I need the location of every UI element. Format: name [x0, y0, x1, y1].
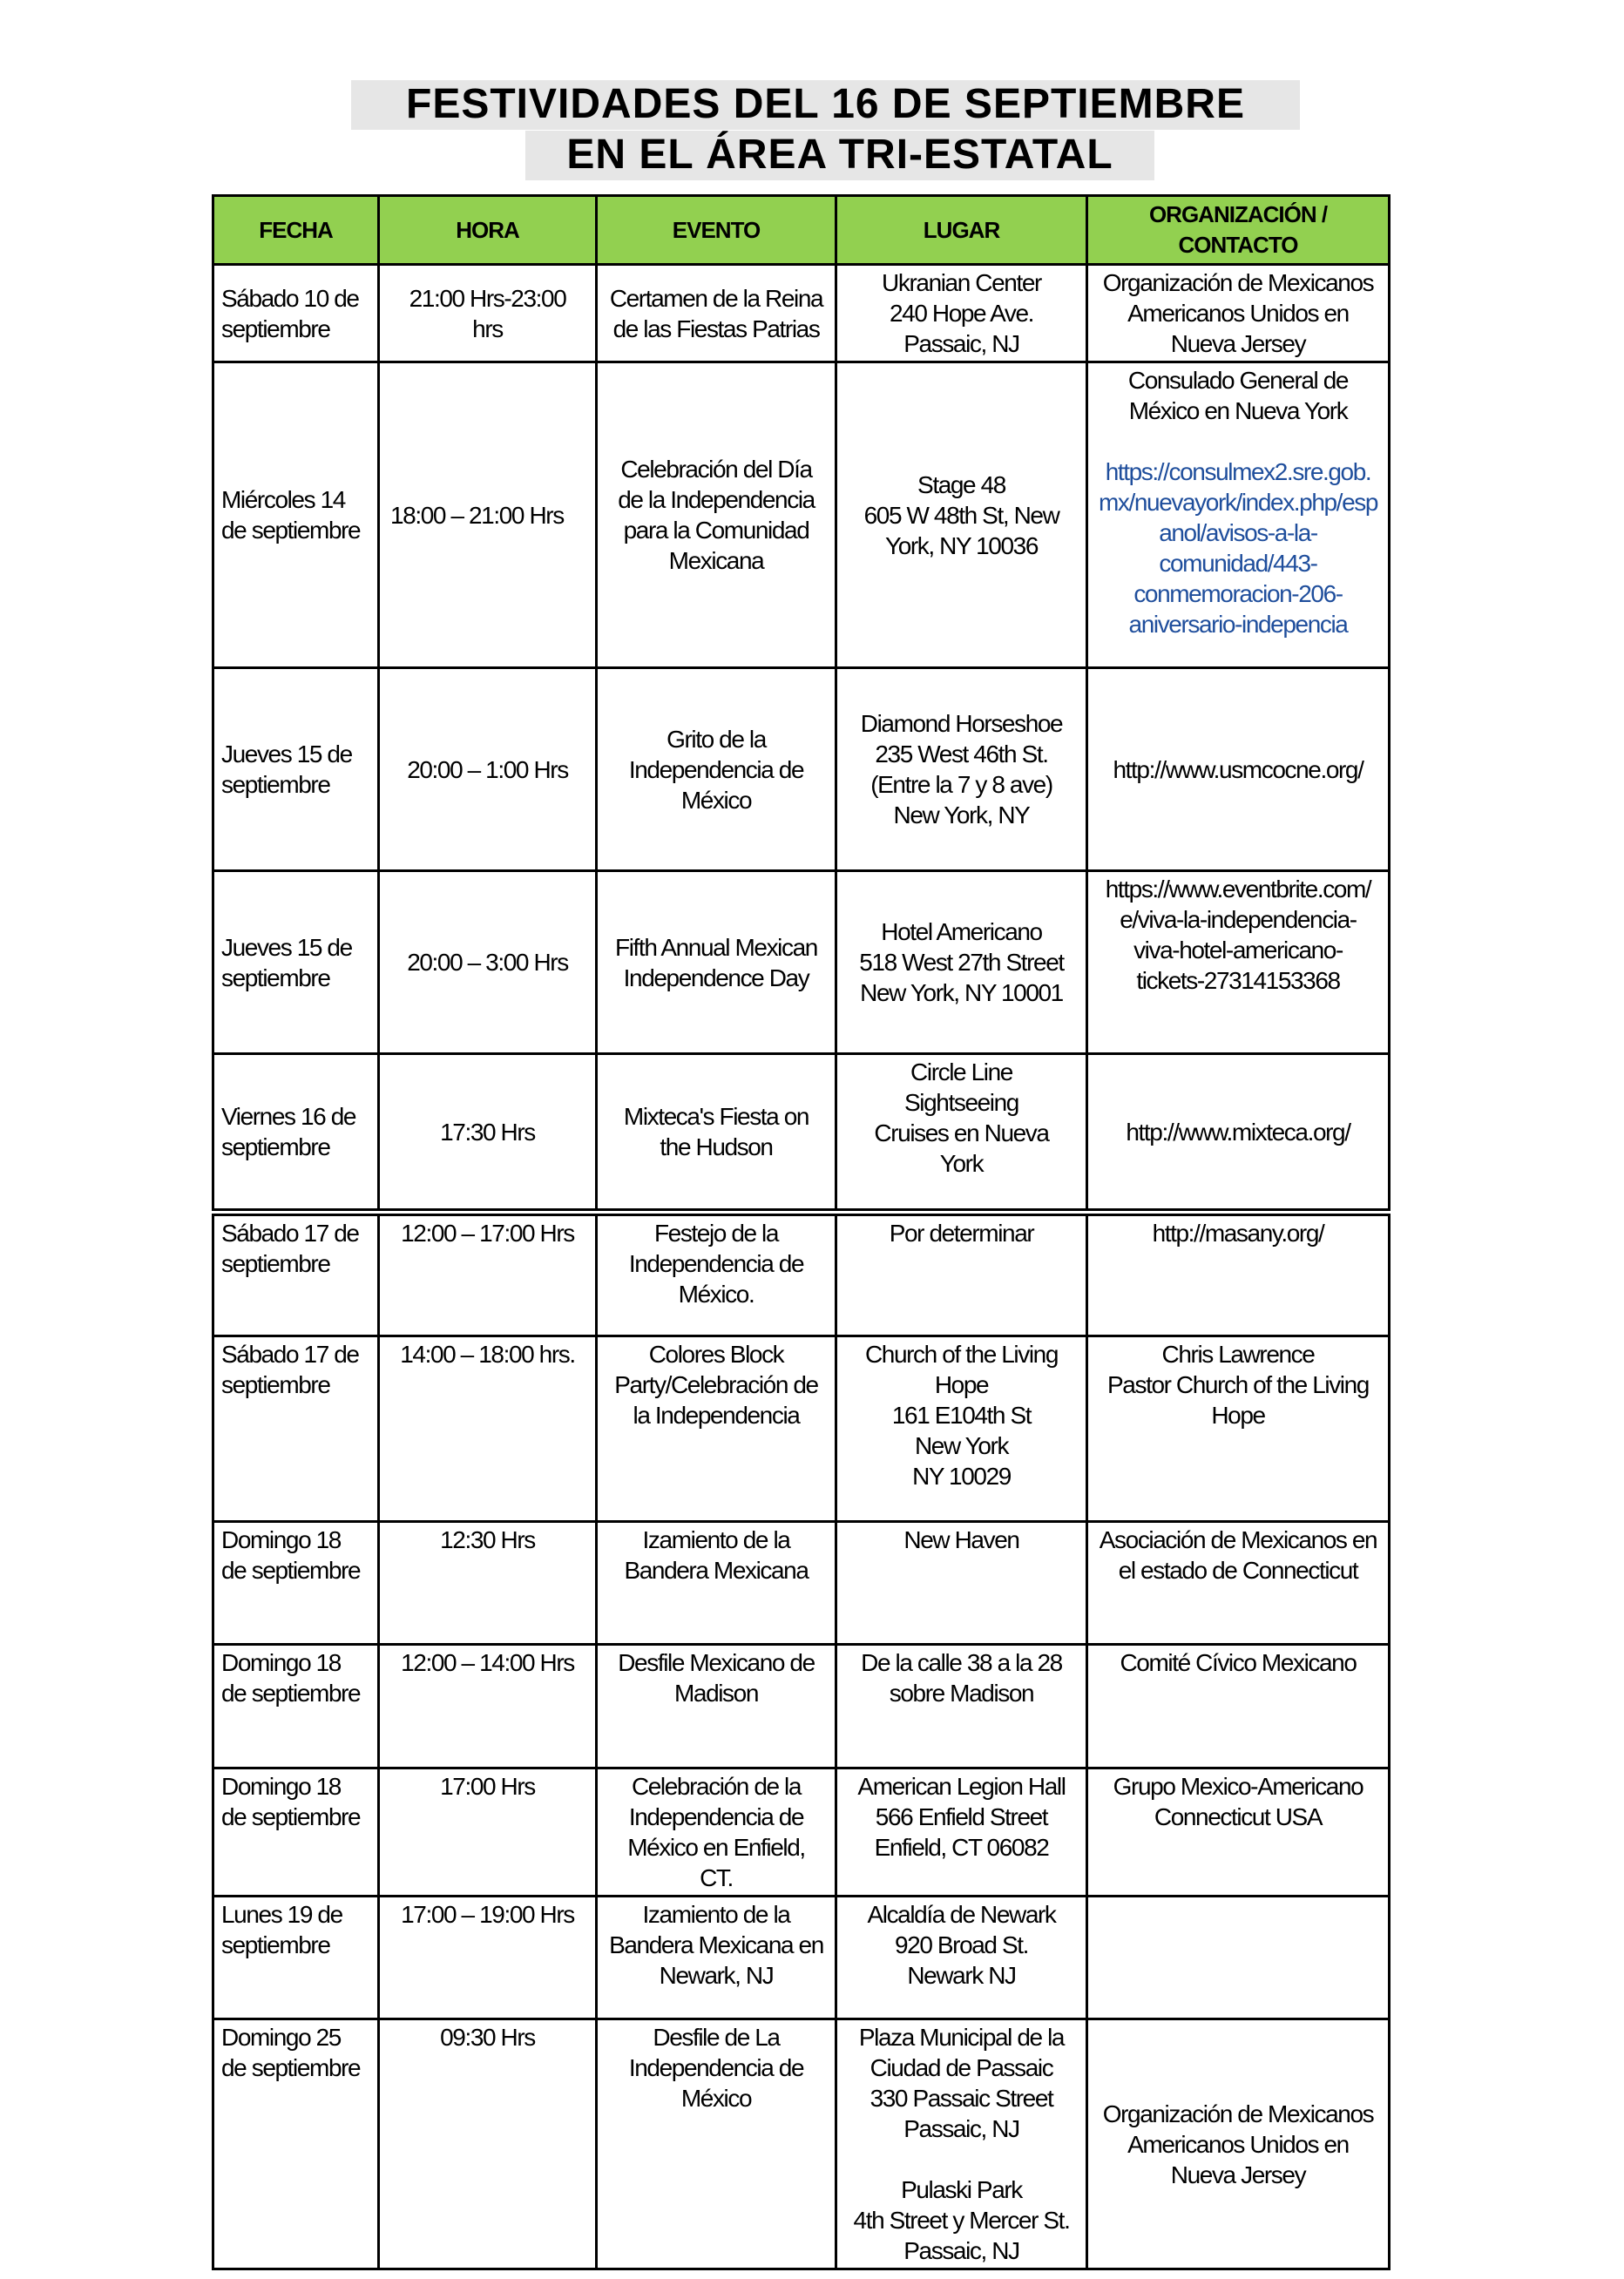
cell-contacto	[1088, 1523, 1388, 1643]
cell-text-line: septiembre	[221, 771, 330, 798]
cell-lugar	[837, 1216, 1088, 1335]
cell-text-line: 566 Enfield Street	[875, 1803, 1048, 1830]
cell-text-line: Domingo 18	[221, 1773, 341, 1800]
link-text-line[interactable]: conmemoracion-206-	[1133, 580, 1343, 607]
cell-text-line: Stage 48	[917, 470, 1005, 498]
cell-text-line: para la Comunidad	[623, 517, 809, 544]
cell-hora	[380, 1523, 598, 1643]
cell-lugar	[837, 1337, 1088, 1520]
cell-text-line: 09:30 Hrs	[440, 2024, 535, 2051]
cell-text-line: New Haven	[903, 1526, 1019, 1553]
cell-contacto	[1088, 266, 1388, 361]
cell-text-line: York	[939, 1150, 984, 1177]
cell-text-line: de la Independencia	[618, 486, 815, 513]
table-row	[212, 1646, 1391, 1769]
cell-lugar	[837, 1769, 1088, 1895]
cell-evento	[598, 1897, 837, 2018]
cell-text-line: Independencia de	[628, 1250, 804, 1277]
cell-text-line: Nueva Jersey	[1170, 2161, 1306, 2188]
cell-lugar	[837, 872, 1088, 1052]
table-row	[212, 2020, 1391, 2270]
cell-text-line: ORGANIZACIÓN /	[1148, 201, 1328, 227]
cell-text-line: de septiembre	[221, 2054, 361, 2081]
cell-text-line: Colores Block	[648, 1341, 784, 1368]
link-text-line[interactable]: aniversario-indepencia	[1128, 611, 1348, 638]
cell-text-line: Domingo 18	[221, 1649, 341, 1676]
cell-text-line: LUGAR	[923, 216, 1000, 243]
cell-text-line: Cruises en Nueva	[874, 1119, 1049, 1146]
table-row	[212, 872, 1391, 1055]
cell-text-line: 17:30 Hrs	[440, 1118, 535, 1146]
column-header-lugar	[837, 197, 1088, 263]
cell-text-line: http://www.mixteca.org/	[1126, 1118, 1350, 1146]
cell-text-line: http://www.usmcocne.org/	[1113, 755, 1363, 783]
cell-fecha	[214, 1897, 380, 2018]
cell-text-line: Grupo Mexico-Americano	[1113, 1773, 1363, 1800]
cell-fecha	[214, 1769, 380, 1895]
cell-text-line: Izamiento de la	[642, 1901, 790, 1928]
cell-text-line: septiembre	[221, 1133, 330, 1160]
cell-text-line: Viernes 16 de	[221, 1103, 356, 1130]
cell-text-line: Hope	[934, 1371, 989, 1398]
cell-text-line: http://masany.org/	[1152, 1220, 1324, 1247]
cell-text-line: Americanos Unidos en	[1127, 2130, 1349, 2158]
cell-text-line: Certamen de la Reina	[609, 284, 823, 312]
cell-hora	[380, 1055, 598, 1208]
cell-text-line: de septiembre	[221, 1680, 361, 1707]
cell-text-line: CONTACTO	[1178, 232, 1298, 258]
cell-text-line: Pulaski Park	[901, 2176, 1022, 2203]
cell-text-line: De la calle 38 a la 28	[861, 1649, 1062, 1676]
cell-evento	[598, 266, 837, 361]
cell-text-line: de septiembre	[221, 1803, 361, 1830]
cell-hora	[380, 363, 598, 666]
cell-text-line: the Hudson	[660, 1133, 773, 1160]
cell-text-line: New York	[914, 1432, 1009, 1459]
table-row	[212, 1055, 1391, 1211]
cell-fecha	[214, 669, 380, 869]
page-title-line-2: EN EL ÁREA TRI-ESTATAL	[525, 131, 1154, 180]
link-text-line[interactable]: comunidad/443-	[1159, 550, 1317, 577]
cell-text-line: Desfile de La	[653, 2024, 780, 2051]
cell-text-line: NY 10029	[912, 1463, 1011, 1490]
cell-contacto	[1088, 1055, 1388, 1208]
cell-text-line: 161 E104th St	[891, 1402, 1032, 1429]
cell-text-line: Sábado 17 de	[221, 1341, 359, 1368]
cell-text-line: Por determinar	[889, 1220, 1034, 1247]
cell-lugar	[837, 1055, 1088, 1208]
cell-text-line: e/viva-la-independencia-	[1120, 906, 1357, 933]
cell-text-line: Pastor Church of the Living	[1107, 1371, 1369, 1398]
cell-evento	[598, 1646, 837, 1767]
cell-text-line: 14:00 – 18:00 hrs.	[400, 1341, 575, 1368]
cell-text-line: 518 West 27th Street	[859, 949, 1064, 976]
cell-text-line: septiembre	[221, 314, 330, 342]
cell-text-line: Independencia de	[628, 1803, 804, 1830]
cell-evento	[598, 872, 837, 1052]
cell-fecha	[214, 1337, 380, 1520]
cell-text-line: Grito de la	[667, 725, 766, 753]
cell-text-line: Enfield, CT 06082	[874, 1834, 1049, 1861]
cell-text-line: Independencia de	[628, 755, 804, 783]
cell-contacto	[1088, 2020, 1388, 2268]
cell-text-line: Americanos Unidos en	[1127, 300, 1349, 327]
cell-text-line: Chris Lawrence	[1161, 1341, 1315, 1368]
cell-text-line: Church of the Living	[864, 1341, 1059, 1368]
column-header-contacto	[1088, 197, 1388, 263]
cell-text-line: hrs	[472, 314, 503, 342]
cell-text-line: de septiembre	[221, 1557, 361, 1584]
cell-lugar	[837, 1523, 1088, 1643]
cell-text-line: Consulado General de	[1127, 367, 1349, 394]
cell-text-line: 330 Passaic Street	[870, 2085, 1053, 2112]
cell-text-line: Newark, NJ	[659, 1962, 774, 1989]
cell-evento	[598, 669, 837, 869]
cell-contacto	[1088, 1646, 1388, 1767]
cell-text-line: Domingo 25	[221, 2024, 341, 2051]
cell-text-line: Connecticut USA	[1154, 1803, 1323, 1830]
cell-text-line: septiembre	[221, 1250, 330, 1277]
cell-lugar	[837, 1646, 1088, 1767]
link-text-line[interactable]: mx/nuevayork/index.php/esp	[1098, 489, 1378, 516]
cell-text-line: 605 W 48th St, New	[863, 501, 1059, 529]
cell-hora	[380, 1337, 598, 1520]
cell-text-line: septiembre	[221, 964, 330, 991]
cell-lugar	[837, 669, 1088, 869]
page-title-line-1: FESTIVIDADES DEL 16 DE SEPTIEMBRE	[351, 80, 1300, 130]
cell-evento	[598, 2020, 837, 2268]
cell-text-line: Passaic, NJ	[903, 330, 1019, 357]
cell-fecha	[214, 363, 380, 666]
cell-hora	[380, 2020, 598, 2268]
cell-text-line: Independence Day	[623, 964, 809, 991]
table-row	[212, 363, 1391, 669]
cell-text-line: México.	[678, 1281, 754, 1308]
cell-hora	[380, 1897, 598, 2018]
cell-text-line: (Entre la 7 y 8 ave)	[870, 771, 1052, 798]
cell-evento	[598, 1055, 837, 1208]
cell-evento	[598, 363, 837, 666]
cell-text-line: 17:00 Hrs	[440, 1773, 535, 1800]
cell-lugar	[837, 363, 1088, 666]
cell-text-line: 20:00 – 3:00 Hrs	[407, 949, 568, 976]
cell-hora	[380, 266, 598, 361]
cell-text-line: York, NY 10036	[885, 531, 1038, 559]
cell-contacto	[1088, 1897, 1388, 2018]
table-row	[212, 669, 1391, 872]
cell-text-line: Lunes 19 de	[221, 1901, 342, 1928]
spacer	[1095, 426, 1381, 456]
column-header-hora	[380, 197, 598, 263]
cell-text-line: 240 Hope Ave.	[890, 300, 1033, 327]
cell-text-line: FECHA	[259, 216, 333, 243]
cell-evento	[598, 1769, 837, 1895]
cell-hora	[380, 1769, 598, 1895]
cell-text-line: septiembre	[221, 1371, 330, 1398]
cell-text-line: Bandera Mexicana en	[609, 1931, 823, 1958]
cell-text-line: CT.	[700, 1864, 733, 1891]
cell-text-line: 12:00 – 17:00 Hrs	[401, 1220, 574, 1247]
cell-text-line: Passaic, NJ	[903, 2237, 1019, 2264]
cell-text-line: 18:00 – 21:00 Hrs	[390, 501, 564, 529]
cell-text-line: Organización de Mexicanos	[1102, 269, 1374, 296]
cell-lugar	[837, 1897, 1088, 2018]
table-row	[212, 266, 1391, 363]
cell-hora	[380, 1216, 598, 1335]
cell-text-line: Mixteca's Fiesta on	[623, 1103, 809, 1130]
cell-text-line: Bandera Mexicana	[624, 1557, 809, 1584]
table-row	[212, 1214, 1391, 1337]
table-row	[212, 1523, 1391, 1646]
cell-text-line: México en Nueva York	[1128, 397, 1348, 424]
cell-contacto	[1088, 1769, 1388, 1895]
cell-fecha	[214, 266, 380, 361]
cell-contacto	[1088, 1337, 1388, 1520]
cell-text-line: Izamiento de la	[642, 1526, 790, 1553]
cell-text-line: el estado de Connecticut	[1118, 1557, 1358, 1584]
cell-lugar	[837, 2020, 1088, 2268]
cell-text-line: Newark NJ	[907, 1962, 1016, 1989]
cell-text-line: Ukranian Center	[882, 269, 1041, 296]
cell-text-line: Sightseeing	[904, 1089, 1018, 1116]
table-row	[212, 1897, 1391, 2020]
cell-contacto	[1088, 872, 1388, 1052]
cell-text-line: 12:30 Hrs	[440, 1526, 535, 1553]
cell-text-line: Festejo de la	[653, 1220, 779, 1247]
link-text-line[interactable]: https://consulmex2.sre.gob.	[1105, 458, 1371, 485]
cell-text-line: HORA	[456, 216, 519, 243]
cell-contacto	[1088, 1216, 1388, 1335]
column-header-fecha	[214, 197, 380, 263]
cell-contacto	[1088, 363, 1388, 666]
cell-fecha	[214, 1523, 380, 1643]
cell-text-line: Party/Celebración de	[614, 1371, 818, 1398]
cell-text-line: 20:00 – 1:00 Hrs	[407, 755, 568, 783]
cell-text-line: 4th Street y Mercer St.	[853, 2207, 1070, 2234]
cell-text-line: Jueves 15 de	[221, 933, 352, 961]
cell-fecha	[214, 1216, 380, 1335]
cell-text-line: Passaic, NJ	[903, 2115, 1019, 2142]
cell-text-line: Madison	[673, 1680, 759, 1707]
cell-text-line: 12:00 – 14:00 Hrs	[401, 1649, 574, 1676]
link-text-line[interactable]: anol/avisos-a-la-	[1159, 519, 1317, 546]
cell-hora	[380, 872, 598, 1052]
cell-text-line: Sábado 17 de	[221, 1220, 359, 1247]
cell-text-line: Hope	[1211, 1402, 1265, 1429]
cell-text-line: sobre Madison	[889, 1680, 1034, 1707]
cell-fecha	[214, 2020, 380, 2268]
cell-text-line: New York, NY 10001	[860, 979, 1063, 1006]
cell-lugar	[837, 266, 1088, 361]
cell-hora	[380, 669, 598, 869]
cell-text-line: Asociación de Mexicanos en	[1099, 1526, 1377, 1553]
cell-text-line: 235 West 46th St.	[875, 741, 1048, 768]
cell-evento	[598, 1523, 837, 1643]
events-table	[212, 194, 1391, 2270]
cell-text-line: 920 Broad St.	[894, 1931, 1029, 1958]
cell-text-line: de las Fiestas Patrias	[612, 314, 820, 342]
cell-text-line: https://www.eventbrite.com/	[1105, 876, 1371, 903]
cell-text-line: Sábado 10 de	[221, 284, 359, 312]
cell-text-line: 17:00 – 19:00 Hrs	[401, 1901, 574, 1928]
cell-text-line	[844, 2144, 1079, 2174]
cell-text-line: Plaza Municipal de la	[858, 2024, 1065, 2051]
cell-text-line: 21:00 Hrs-23:00	[409, 284, 566, 312]
cell-text-line: Independencia de	[628, 2054, 804, 2081]
cell-text-line: Fifth Annual Mexican	[615, 933, 817, 961]
cell-text-line: Alcaldía de Newark	[867, 1901, 1056, 1928]
cell-text-line: Celebración de la	[631, 1773, 802, 1800]
cell-fecha	[214, 1646, 380, 1767]
table-row	[212, 1337, 1391, 1523]
cell-fecha	[214, 1055, 380, 1208]
cell-text-line: Miércoles 14	[221, 486, 345, 513]
cell-text-line: Diamond Horseshoe	[860, 710, 1063, 737]
cell-text-line: Hotel Americano	[881, 918, 1042, 945]
cell-text-line: Domingo 18	[221, 1526, 341, 1553]
cell-text-line: México en Enfield,	[627, 1834, 805, 1861]
cell-contacto	[1088, 669, 1388, 869]
cell-text-line: American Legion Hall	[857, 1773, 1066, 1800]
cell-text-line: Ciudad de Passaic	[870, 2054, 1053, 2081]
cell-text-line: Desfile Mexicano de	[618, 1649, 815, 1676]
cell-text-line: la Independencia	[633, 1402, 800, 1429]
column-header-evento	[598, 197, 837, 263]
cell-evento	[598, 1337, 837, 1520]
cell-text-line: México	[680, 2085, 752, 2112]
cell-text-line: EVENTO	[672, 216, 761, 243]
cell-text-line: Circle Line	[910, 1058, 1012, 1085]
cell-text-line: de septiembre	[221, 517, 361, 544]
cell-hora	[380, 1646, 598, 1767]
cell-text-line: México	[680, 786, 752, 814]
cell-text-line: Nueva Jersey	[1170, 330, 1306, 357]
cell-text-line: septiembre	[221, 1931, 330, 1958]
cell-fecha	[214, 872, 380, 1052]
cell-evento	[598, 1216, 837, 1335]
table-row	[212, 1769, 1391, 1897]
table-header-row	[212, 194, 1391, 266]
cell-text-line: Comité Cívico Mexicano	[1120, 1649, 1357, 1676]
cell-text-line: Organización de Mexicanos	[1102, 2100, 1374, 2127]
cell-text-line: Mexicana	[668, 547, 764, 574]
cell-text-line: Celebración del Día	[620, 456, 812, 483]
cell-text-line: Jueves 15 de	[221, 741, 352, 768]
cell-text-line: New York, NY	[893, 801, 1030, 828]
cell-text-line: tickets-27314153368	[1136, 967, 1340, 994]
cell-text-line: viva-hotel-americano-	[1133, 937, 1343, 964]
